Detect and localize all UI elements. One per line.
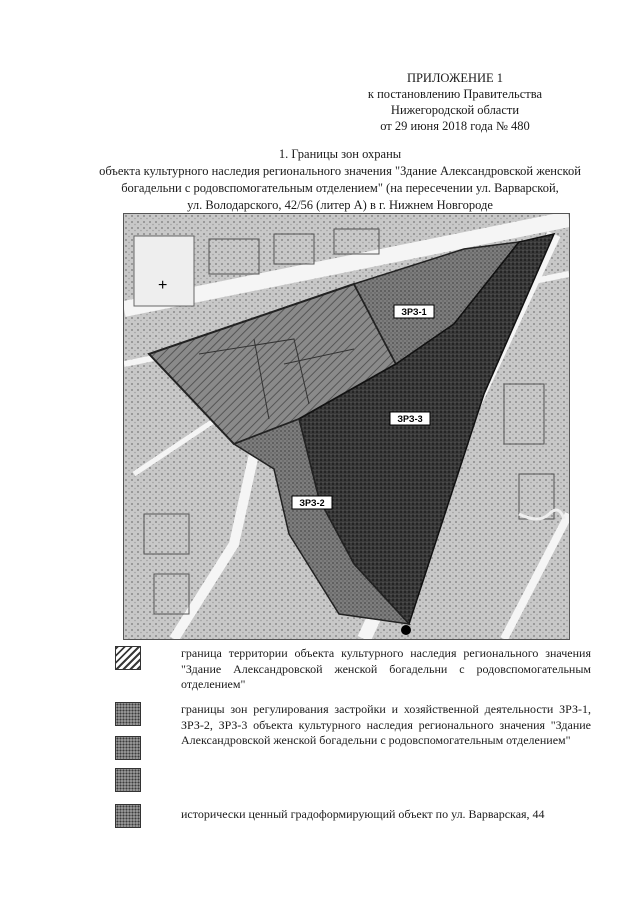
zone-label-zrz-2 — [292, 496, 332, 509]
zone-map — [123, 213, 570, 640]
zone-label-zrz-1 — [394, 305, 434, 318]
appendix-header — [330, 70, 580, 134]
legend-text-territory: граница территории объекта культурного наследия регионального значения "Здание Александровской женской богадельни с родовспомогательным отделением" — [181, 646, 591, 691]
title-line-1: 1. Границы зон охраны — [278, 147, 402, 161]
appendix-region: Нижегородской области — [390, 103, 520, 117]
zrz-2-swatch-icon — [115, 736, 141, 760]
document-title — [60, 146, 620, 214]
title-line-4: ул. Володарского, 42/56 (литер А) в г. Нижнем Новгороде — [187, 198, 493, 212]
zone-label-zrz-3 — [390, 412, 430, 425]
historic-object-swatch-icon — [115, 804, 141, 828]
object-marker — [401, 625, 411, 635]
svg-text:ЗРЗ-3: ЗРЗ-3 — [397, 414, 423, 424]
title-line-3: богадельни с родовспомогательным отделением" (на пересечении ул. Варварской, — [121, 181, 559, 195]
appendix-date: от 29 июня 2018 года № 480 — [380, 119, 530, 133]
appendix-title: ПРИЛОЖЕНИЕ 1 — [406, 71, 504, 85]
zrz-3-swatch-icon — [115, 768, 141, 792]
light-parcel — [134, 236, 194, 306]
legend-text-historic-object: исторически ценный градоформирующий объект по ул. Варварская, 44 — [181, 807, 545, 821]
zrz-1-swatch-icon — [115, 702, 141, 726]
hatch-swatch-icon — [115, 646, 141, 670]
svg-text:ЗРЗ-1: ЗРЗ-1 — [401, 307, 427, 317]
plus-marker: + — [158, 277, 168, 294]
appendix-decree: к постановлению Правительства — [367, 87, 543, 101]
svg-text:ЗРЗ-2: ЗРЗ-2 — [299, 498, 325, 508]
title-line-2: объекта культурного наследия регионального значения "Здание Александровской женской — [99, 164, 581, 178]
legend-text-zones: границы зон регулирования застройки и хозяйственной деятельности ЗРЗ-1, ЗРЗ-2, ЗРЗ-3 объекта культурного наследия регионального значения "Здание Александровской женской богадельни с родовспомогательным отделением" — [181, 702, 591, 747]
